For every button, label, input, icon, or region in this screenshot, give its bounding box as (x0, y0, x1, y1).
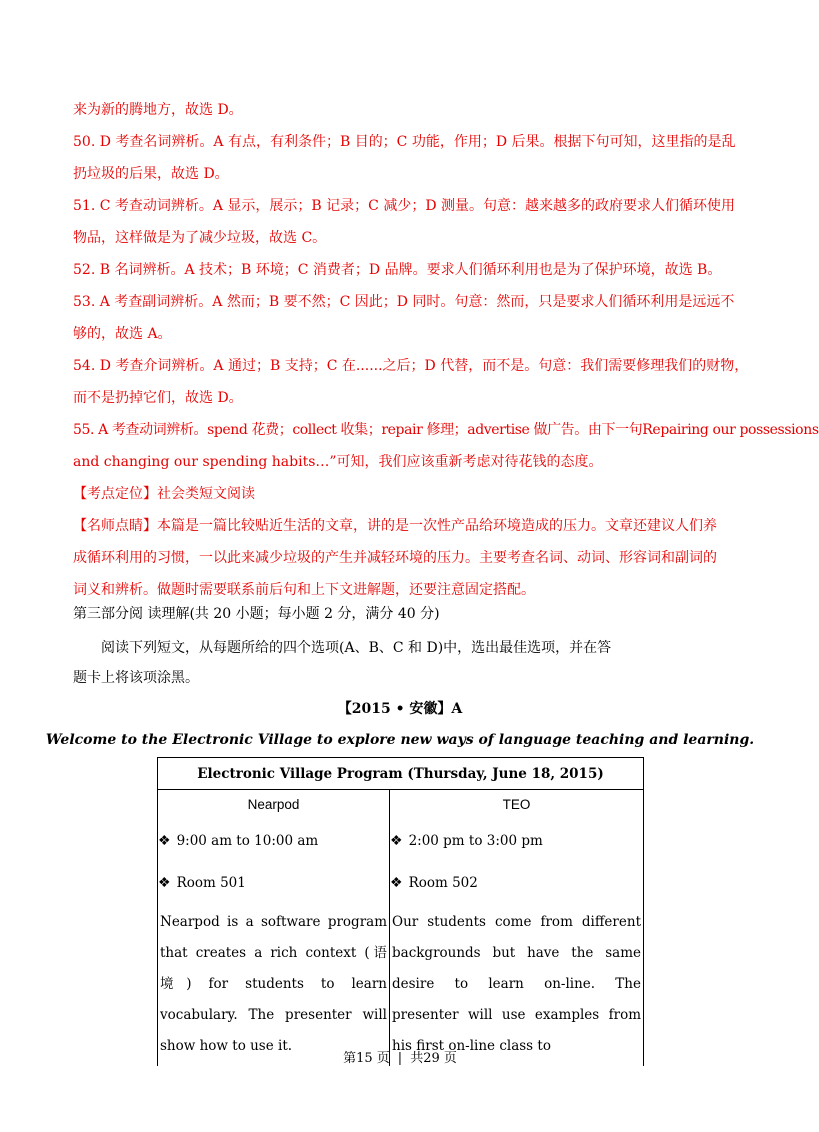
page-footer (0, 1047, 800, 1066)
program-time: ❖ 2:00 pm to 3:00 pm (390, 833, 543, 849)
answer-line: 扔垃圾的后果，故选 D。 (73, 166, 229, 182)
program-description: Nearpod is a software program that creates a rich context (语 境) for students to learn vocabulary. The presenter will show how to use it. (160, 914, 387, 1054)
answer-line: 52. B 名词辨析。A 技术；B 环境；C 消费者；D 品牌。要求人们循环利用也是为了保护环境，故选 B。 (73, 262, 722, 278)
program-description: Our students come from different backgrounds but have the same desire to learn on-line. The presenter will use examples from his first on-line class to (392, 914, 641, 1054)
answer-line: 55. A 考查动词辨析。spend 花费；collect 收集；repair 修理；advertise 做广告。由下一句Repairing our possessions (73, 422, 819, 438)
program-header: Electronic Village Program (Thursday, June 18, 2015) (158, 758, 644, 790)
footer-separator: | (397, 1051, 403, 1066)
program-name: TEO (502, 797, 531, 812)
program-time: ❖ 9:00 am to 10:00 am (158, 833, 319, 849)
page-number: 第15 页 (343, 1051, 390, 1066)
instruction-text: 题卡上将该项涂黑。 (73, 670, 199, 686)
program-table (157, 757, 644, 1066)
teacher-note: 词义和辨析。做题时需要联系前后句和上下文进解题，还要注意固定搭配。 (73, 582, 535, 598)
section-title: 第三部分阅 读理解(共 20 小题；每小题 2 分，满分 40 分) (73, 606, 440, 622)
diamond-bullet-icon: ❖ (158, 875, 171, 891)
program-room: ❖ Room 502 (390, 875, 478, 891)
teacher-note: 成循环利用的习惯，一以此来减少垃圾的产生并减轻环境的压力。主要考查名词、动词、形容词和副词的 (73, 550, 717, 566)
diamond-bullet-icon: ❖ (390, 833, 403, 849)
answer-line: 来为新的腾地方，故选 D。 (73, 102, 243, 118)
teacher-note: 【名师点睛】本篇是一篇比较贴近生活的文章，讲的是一次性产品给环境造成的压力。文章还建议人们养 (73, 518, 717, 534)
answer-line: 50. D 考查名词辨析。A 有点，有利条件；B 目的；C 功能，作用；D 后果。根据下句可知，这里指的是乱 (73, 134, 736, 150)
answer-line: 够的，故选 A。 (73, 326, 172, 342)
answer-line: 而不是扔掉它们，故选 D。 (73, 390, 243, 406)
passage-welcome: Welcome to the Electronic Village to explore new ways of language teaching and learning. (45, 732, 755, 748)
instruction-text: 阅读下列短文，从每题所给的四个选项(A、B、C 和 D)中，选出最佳选项，并在答 (101, 640, 612, 656)
diamond-bullet-icon: ❖ (390, 875, 403, 891)
program-name: Nearpod (247, 797, 300, 812)
answer-line: 51. C 考查动词辨析。A 显示，展示；B 记录；C 减少；D 测量。句意：越来越多的政府要求人们循环使用 (73, 198, 736, 214)
answer-line: 54. D 考查介词辨析。A 通过；B 支持；C 在......之后；D 代替，而不是。句意：我们需要修理我们的财物， (73, 358, 749, 374)
answer-line: 53. A 考查副词辨析。A 然而；B 要不然；C 因此；D 同时。句意：然而，只是要求人们循环利用是远远不 (73, 294, 735, 310)
answer-line: 物品，这样做是为了减少垃圾，故选 C。 (73, 230, 327, 246)
topic-location: 【考点定位】社会类短文阅读 (73, 486, 255, 502)
passage-heading: 【2015 • 安徽】A (337, 701, 463, 717)
program-room: ❖ Room 501 (158, 875, 246, 891)
page-total: 共29 页 (410, 1051, 457, 1066)
diamond-bullet-icon: ❖ (158, 833, 171, 849)
answer-line: and changing our spending habits…”可知，我们应该重新考虑对待花钱的态度。 (73, 454, 603, 470)
